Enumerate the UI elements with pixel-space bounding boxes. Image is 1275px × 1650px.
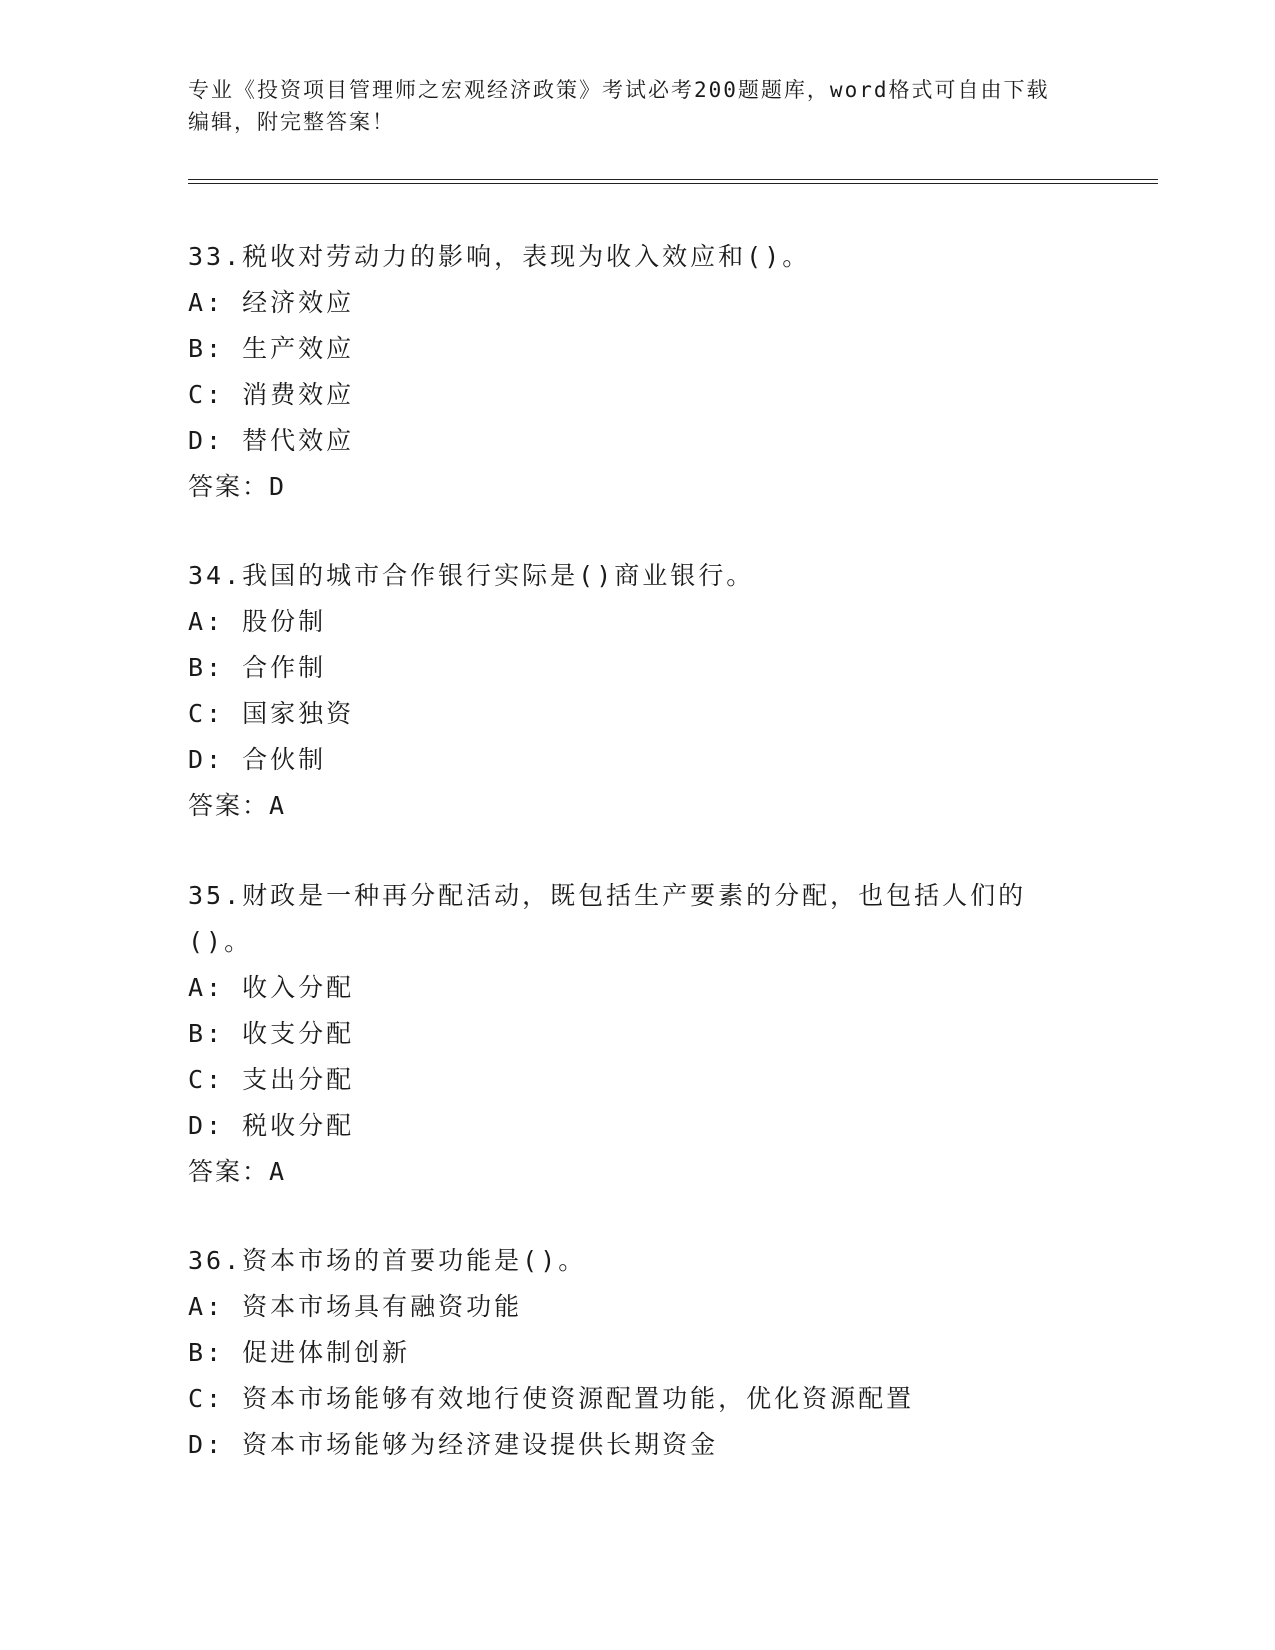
option-c: C: 国家独资	[188, 699, 355, 728]
answer-line	[188, 464, 1088, 510]
question-stem: 33.税收对劳动力的影响，表现为收入效应和()。	[188, 242, 811, 271]
question-stem: 36.资本市场的首要功能是()。	[188, 1246, 587, 1275]
option-b: B: 收支分配	[188, 1019, 355, 1048]
option-c: C: 支出分配	[188, 1065, 355, 1094]
option-c: C: 消费效应	[188, 380, 355, 409]
question-34	[188, 553, 1088, 829]
answer-value: A	[269, 1157, 286, 1186]
option-b: B: 促进体制创新	[188, 1338, 411, 1367]
option-c: C: 资本市场能够有效地行使资源配置功能，优化资源配置	[188, 1384, 915, 1413]
answer-line	[188, 1149, 1088, 1195]
option-d: D: 合伙制	[188, 745, 327, 774]
option-d: D: 资本市场能够为经济建设提供长期资金	[188, 1430, 719, 1459]
option-a: A: 收入分配	[188, 973, 355, 1002]
option-b: B: 生产效应	[188, 334, 355, 363]
question-stem: 34.我国的城市合作银行实际是()商业银行。	[188, 561, 755, 590]
question-33	[188, 234, 1088, 510]
option-b: B: 合作制	[188, 653, 327, 682]
answer-label: 答案：	[188, 1157, 270, 1186]
answer-label: 答案：	[188, 791, 270, 820]
option-a: A: 经济效应	[188, 288, 355, 317]
answer-value: A	[269, 791, 286, 820]
question-36	[188, 1238, 1088, 1468]
header-divider-bottom	[188, 183, 1158, 184]
option-a: A: 资本市场具有融资功能	[188, 1292, 523, 1321]
answer-line	[188, 783, 1088, 829]
question-stem: 35.财政是一种再分配活动，既包括生产要素的分配，也包括人们的()。	[188, 881, 1027, 956]
option-d: D: 替代效应	[188, 426, 355, 455]
header-divider-top	[188, 179, 1158, 180]
option-a: A: 股份制	[188, 607, 327, 636]
answer-label: 答案：	[188, 472, 270, 501]
option-d: D: 税收分配	[188, 1111, 355, 1140]
answer-value: D	[269, 472, 286, 501]
document-header: 专业《投资项目管理师之宏观经济政策》考试必考200题题库，word格式可自由下载编辑，附完整答案！	[188, 78, 1050, 134]
question-35	[188, 873, 1088, 1195]
